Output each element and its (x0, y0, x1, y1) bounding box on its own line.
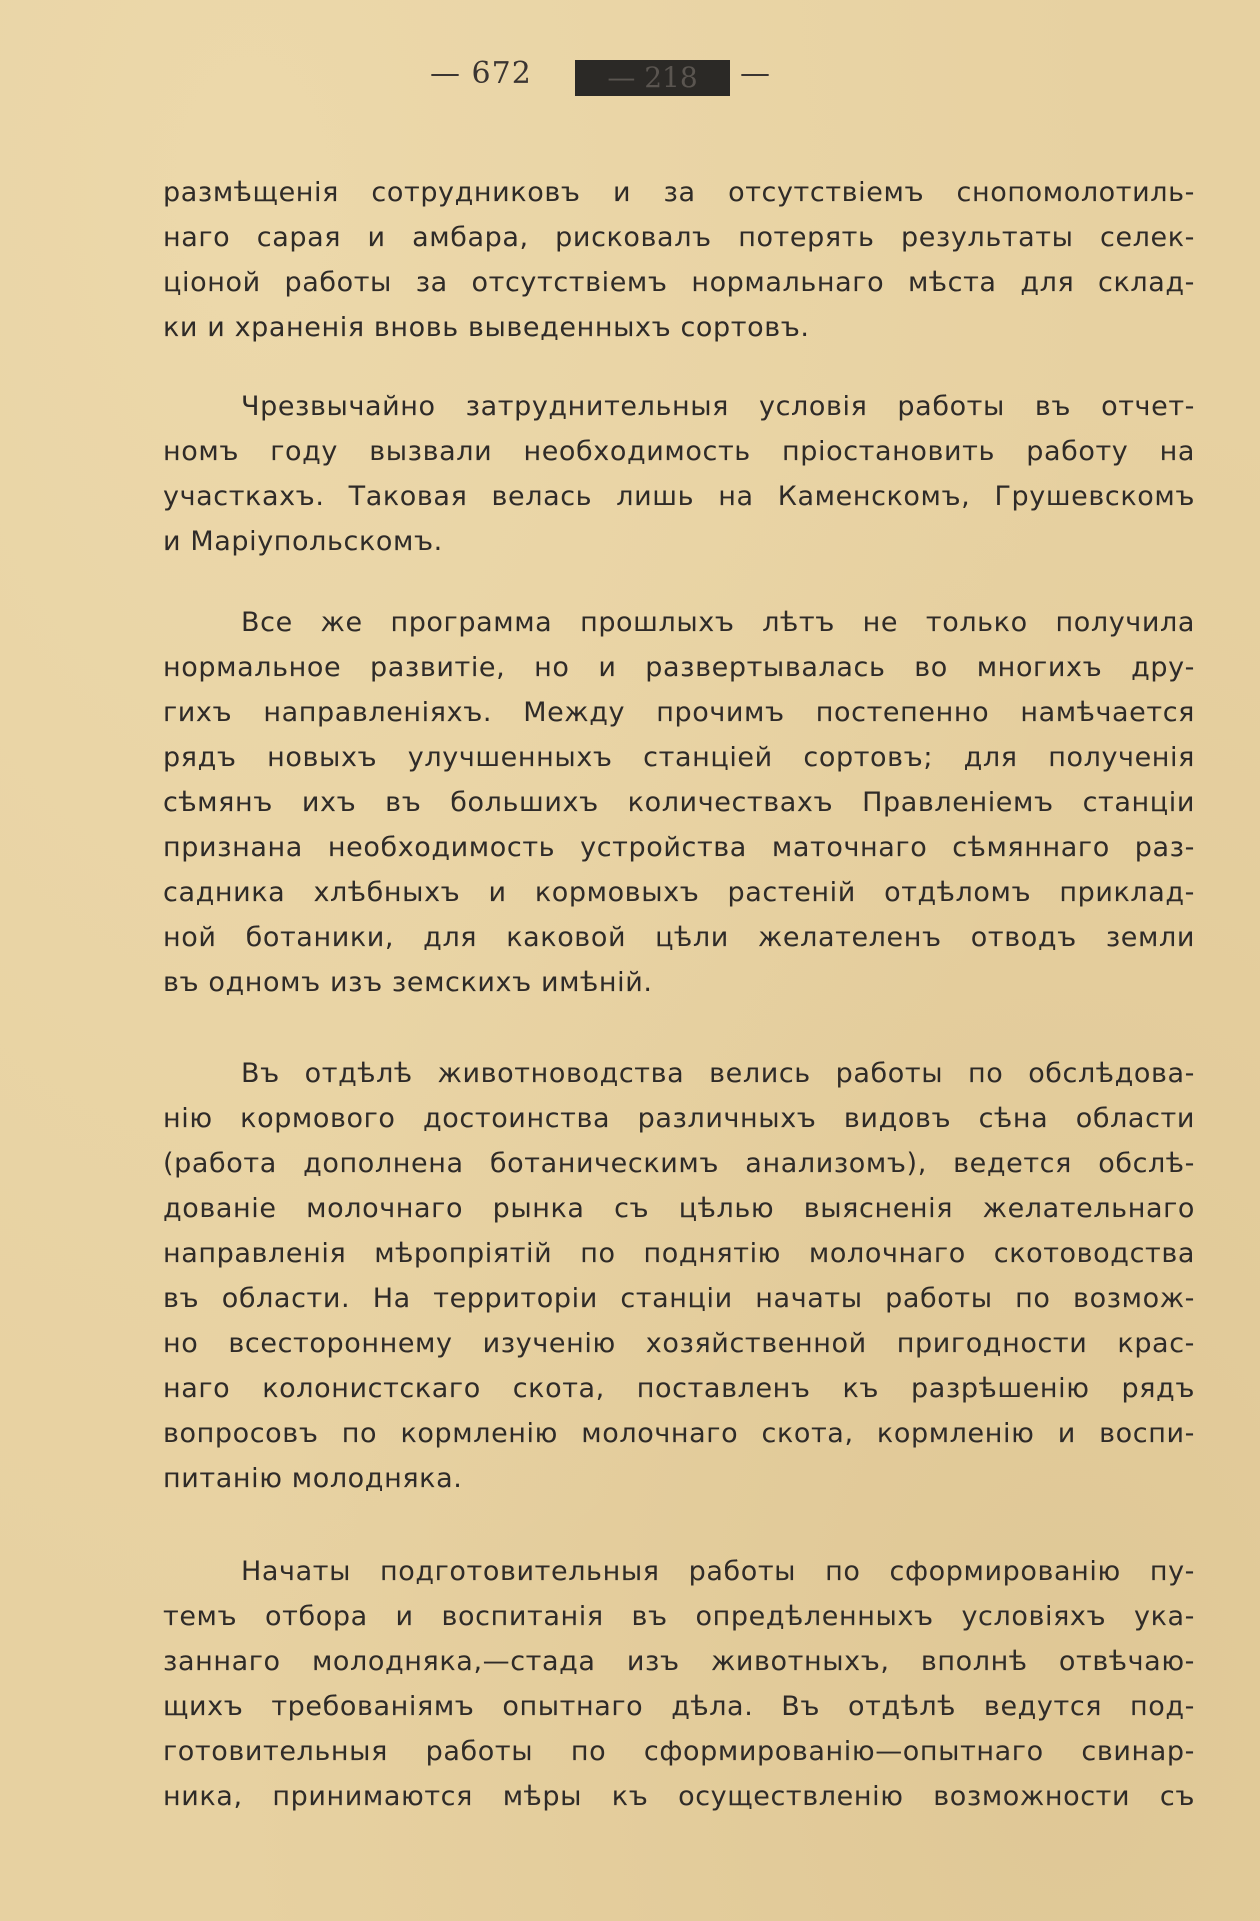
paragraph-2 (163, 384, 1195, 564)
page-header (0, 52, 1260, 102)
paragraph-5 (163, 1549, 1195, 1819)
text-line: щихъ требованіямъ опытнаго дѣла. Въ отдѣлѣ ведутся под- (163, 1691, 1195, 1722)
text-line: ки и храненія вновь выведенныхъ сортовъ. (163, 312, 810, 343)
text-line: садника хлѣбныхъ и кормовыхъ растеній отдѣломъ приклад- (163, 877, 1195, 908)
text-line: нію кормового достоинства различныхъ видовъ сѣна области (163, 1103, 1195, 1134)
text-line: Въ отдѣлѣ животноводства велись работы по обслѣдова- (241, 1058, 1195, 1089)
text-line: и Маріупольскомъ. (163, 526, 443, 557)
paragraph-1 (163, 170, 1195, 350)
paragraph-4 (163, 1051, 1195, 1501)
text-line: заннаго молодняка,—стада изъ животныхъ, вполнѣ отвѣчаю- (163, 1646, 1195, 1677)
text-line: участкахъ. Таковая велась лишь на Каменскомъ, Грушевскомъ (163, 481, 1195, 512)
text-line: вопросовъ по кормленію молочнаго скота, кормленію и воспи- (163, 1418, 1195, 1449)
text-line: питанію молодняка. (163, 1463, 463, 1494)
header-dash: — (740, 56, 770, 91)
text-line: сѣмянъ ихъ въ большихъ количествахъ Правленіемъ станціи (163, 787, 1195, 818)
text-line: Чрезвычайно затруднительныя условія работы въ отчет- (241, 391, 1195, 422)
text-line: но всестороннему изученію хозяйственной пригодности крас- (163, 1328, 1195, 1359)
text-line: наго сарая и амбара, рисковалъ потерять результаты селек- (163, 222, 1195, 253)
text-line: гихъ направленіяхъ. Между прочимъ постепенно намѣчается (163, 697, 1195, 728)
text-line: направленія мѣропріятій по поднятію молочнаго скотоводства (163, 1238, 1195, 1269)
text-line: темъ отбора и воспитанія въ опредѣленныхъ условіяхъ ука- (163, 1601, 1195, 1632)
text-line: готовительныя работы по сформированію—опытнаго свинар- (163, 1736, 1195, 1767)
text-line: размѣщенія сотрудниковъ и за отсутствіемъ снопомолотиль- (163, 177, 1195, 208)
text-line: (работа дополнена ботаническимъ анализомъ), ведется обслѣ- (163, 1148, 1195, 1179)
text-line: номъ году вызвали необходимость пріостановить работу на (163, 436, 1195, 467)
text-line: рядъ новыхъ улучшенныхъ станціей сортовъ; для полученія (163, 742, 1195, 773)
text-line: признана необходимость устройства маточнаго сѣмяннаго раз- (163, 832, 1195, 863)
redacted-page-number: — 218 (575, 60, 730, 96)
text-line: ціоной работы за отсутствіемъ нормальнаго мѣста для склад- (163, 267, 1195, 298)
page-number: — 672 (430, 56, 532, 91)
text-line: въ одномъ изъ земскихъ имѣній. (163, 967, 653, 998)
text-line: нормальное развитіе, но и развертывалась во многихъ дру- (163, 652, 1195, 683)
body-text (163, 170, 1195, 1843)
text-line: ной ботаники, для каковой цѣли желателенъ отводъ земли (163, 922, 1195, 953)
paragraph-3 (163, 600, 1195, 1005)
text-line: въ области. На территоріи станціи начаты работы по возмож- (163, 1283, 1195, 1314)
text-line: ника, принимаются мѣры къ осуществленію возможности съ (163, 1781, 1195, 1812)
text-line: Начаты подготовительныя работы по сформированію пу- (241, 1556, 1195, 1587)
text-line: дованіе молочнаго рынка съ цѣлью выясненія желательнаго (163, 1193, 1195, 1224)
text-line: Все же программа прошлыхъ лѣтъ не только получила (241, 607, 1195, 638)
text-line: наго колонистскаго скота, поставленъ къ разрѣшенію рядъ (163, 1373, 1195, 1404)
